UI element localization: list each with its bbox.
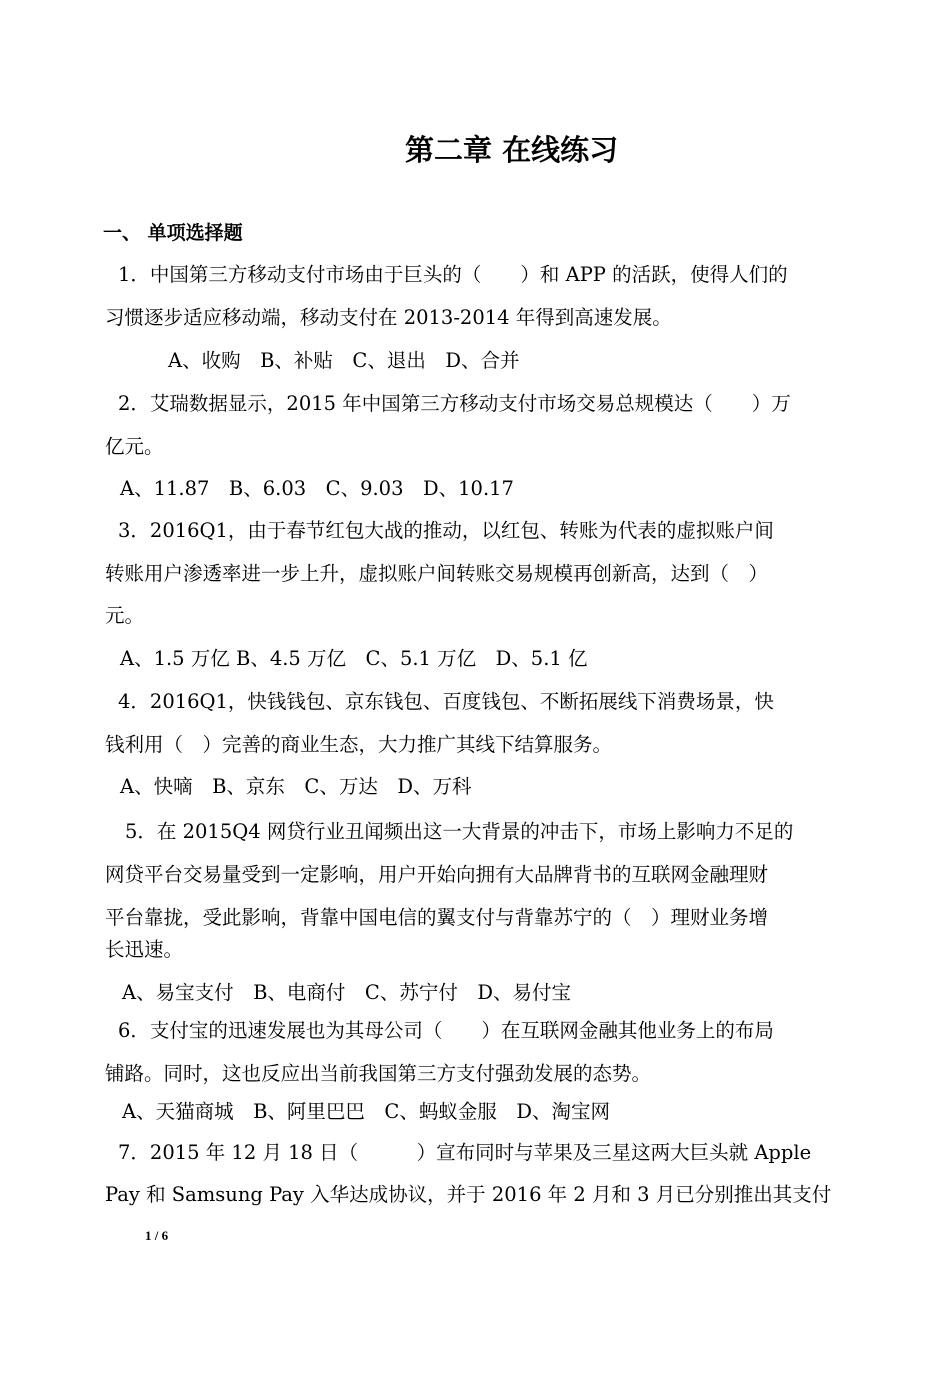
question-2-line-1: 2．艾瑞数据显示，2015 年中国第三方移动支付市场交易总规模达（ ）万 — [118, 392, 791, 415]
section-heading: 一、 单项选择题 — [103, 222, 243, 244]
question-4-line-1: 4．2016Q1，快钱钱包、京东钱包、百度钱包、不断拓展线下消费场景，快 — [118, 690, 774, 713]
question-5-line-1: 5．在 2015Q4 网贷行业丑闻频出这一大背景的冲击下，市场上影响力不足的 — [125, 820, 794, 843]
question-1-line-1: 1．中国第三方移动支付市场由于巨头的（ ）和 APP 的活跃，使得人们的 — [118, 263, 788, 286]
question-3-line-2: 转账用户渗透率进一步上升，虚拟账户间转账交易规模再创新高，达到（ ） — [105, 562, 769, 585]
question-3-options: A、1.5 万亿 B、4.5 万亿 C、5.1 万亿 D、5.1 亿 — [120, 647, 588, 670]
question-5-line-2: 网贷平台交易量受到一定影响，用户开始向拥有大品牌背书的互联网金融理财 — [105, 863, 769, 886]
page-number: 1 / 6 — [145, 1228, 169, 1243]
question-6-line-2: 铺路。同时，这也反应出当前我国第三方支付强劲发展的态势。 — [105, 1062, 652, 1085]
question-2-line-2: 亿元。 — [105, 435, 164, 458]
question-1-line-2: 习惯逐步适应移动端，移动支付在 2013-2014 年得到高速发展。 — [105, 306, 672, 329]
question-5-options: A、易宝支付 B、电商付 C、苏宁付 D、易付宝 — [122, 981, 571, 1004]
question-6-line-1: 6．支付宝的迅速发展也为其母公司（ ）在互联网金融其他业务上的布局 — [118, 1019, 774, 1042]
question-5-line-3: 平台靠拢，受此影响，背靠中国电信的翼支付与背靠苏宁的（ ）理财业务增 — [105, 906, 769, 929]
question-5-line-4: 长迅速。 — [105, 938, 184, 961]
question-6-options: A、天猫商城 B、阿里巴巴 C、蚂蚁金服 D、淘宝网 — [122, 1100, 610, 1123]
question-3-line-1: 3．2016Q1，由于春节红包大战的推动，以红包、转账为代表的虚拟账户间 — [118, 519, 774, 542]
question-7-line-1: 7．2015 年 12 月 18 日（ ）宣布同时与苹果及三星这两大巨头就 Apple — [118, 1141, 812, 1164]
question-1-options: A、收购 B、补贴 C、退出 D、合并 — [168, 349, 520, 372]
question-7-line-2: Pay 和 Samsung Pay 入华达成协议，并于 2016 年 2 月和 3 月已分别推出其支付 — [105, 1183, 832, 1206]
question-4-options: A、快嘀 B、京东 C、万达 D、万科 — [120, 775, 472, 798]
question-2-options: A、11.87 B、6.03 C、9.03 D、10.17 — [120, 477, 514, 500]
question-3-line-3: 元。 — [105, 604, 145, 627]
question-4-line-2: 钱利用（ ）完善的商业生态，大力推广其线下结算服务。 — [105, 733, 613, 756]
page-title: 第二章 在线练习 — [405, 133, 619, 167]
